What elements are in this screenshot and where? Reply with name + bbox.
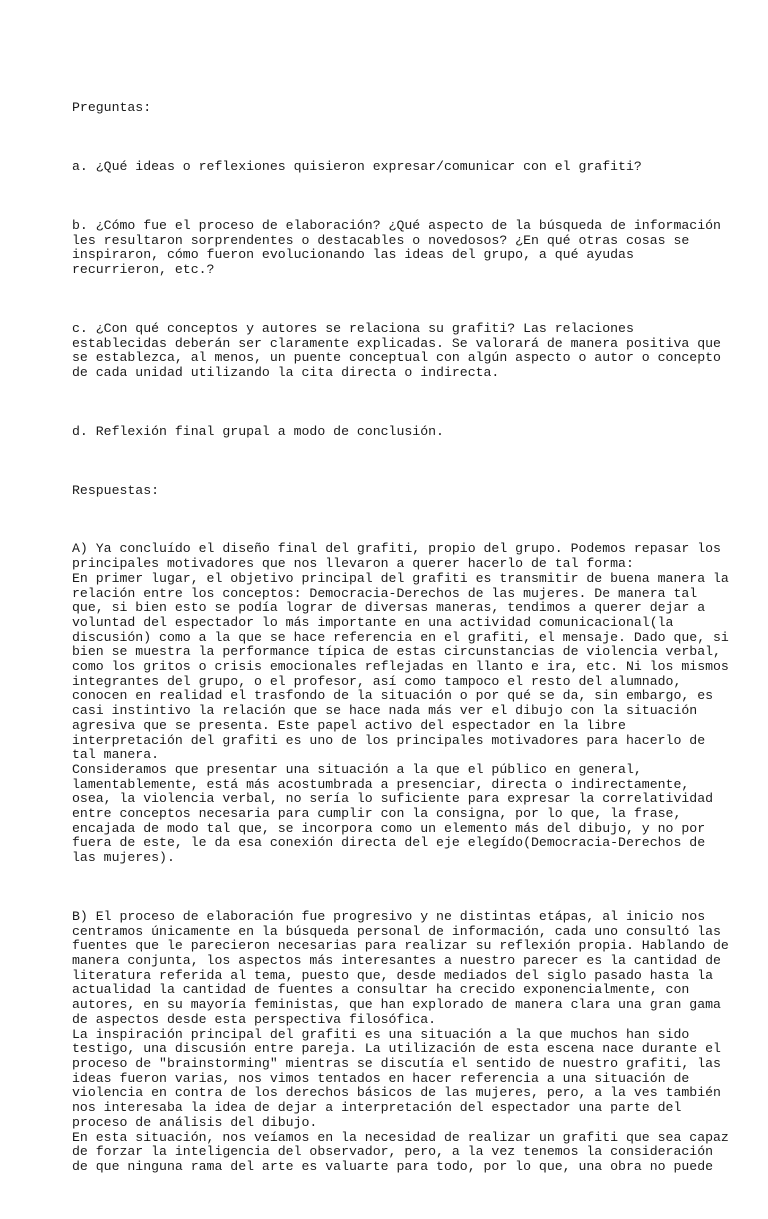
question-c: c. ¿Con qué conceptos y autores se relaciona su grafiti? Las relaciones establecidas deberán ser claramente explicadas. Se valorará de manera positiva que se establezca, al menos, un puente conceptual con algún aspecto o autor o concepto de cada unidad utilizando la cita directa o indirecta. xyxy=(72,320,721,381)
question-d: d. Reflexión final grupal a modo de conclusión. xyxy=(72,423,444,439)
question-b: b. ¿Cómo fue el proceso de elaboración? ¿Qué aspecto de la búsqueda de información les resultaron sorprendentes o destacables o novedosos? ¿En qué otras cosas se inspiraron, cómo fueron evolucionando las ideas del grupo, a qué ayudas recurrieron, etc.? xyxy=(72,218,721,278)
preguntas-heading: Preguntas: xyxy=(72,100,152,116)
respuestas-heading: Respuestas: xyxy=(72,482,160,498)
answer-a: A) Ya concluído el diseño final del grafiti, propio del grupo. Podemos repasar los principales motivadores que nos llevaron a querer hacerlo de tal forma: En primer lugar, el objetivo principal del grafiti es transmitir de buena manera la relación entre los conceptos: Democracia-Derechos de las mujeres. De manera tal que, si bien esto se podía lograr de diversas maneras, tendimos a querer dejar a voluntad del espectador lo más importante en una actividad comunicacional(la discusión) como a la que se hace referencia en el grafiti, el mensaje. Dado que, si bien se muestra la performance típica de estas circunstancias de violencia verbal, como los gritos o crisis emocionales reflejadas en llanto e ira, etc. Ni los mismos integrantes del grupo, o el profesor, así como tampoco el resto del alumnado, conocen en realidad el trasfondo de la situación o por qué se da, sin embargo, es casi instintivo la relación que se hace nada más ver el dibujo con la situación agresiva que se presenta. Este papel activo del espectador en la libre interpretación del grafiti es uno de los principales motivadores para hacerlo de tal manera. Consideramos que presentar una situación a la que el público en general, lamentablemente, está más acostumbrada a presenciar, directa o indirectamente, osea, la violencia verbal, no sería lo suficiente para expresar la correlatividad entre conceptos necesaria para cumplir con la consigna, por lo que, la frase, encajada de modo tal que, se incorpora como un elemento más del dibujo, y no por fuera de este, le da esa conexión directa del eje elegído(Democracia-Derechos de las mujeres). xyxy=(72,541,729,866)
document-body xyxy=(72,72,729,1219)
question-a: a. ¿Qué ideas o reflexiones quisieron expresar/comunicar con el grafiti? xyxy=(72,159,642,175)
answer-b: B) El proceso de elaboración fue progresivo y ne distintas etápas, al inicio nos centramos únicamente en la búsqueda personal de información, cada uno consultó las fuentes que le parecieron necesarias para realizar su reflexión propia. Hablando de manera conjunta, los aspectos más interesantes a nuestro parecer es la cantidad de literatura referida al tema, puesto que, desde mediados del siglo pasado hasta la actualidad la cantidad de fuentes a consultar ha crecido exponencialmente, con autores, en su mayoría feministas, que han explorado de manera clara una gran gama de aspectos desde esta perspectiva filosófica. La inspiración principal del grafiti es una situación a la que muchos han sido testigo, una discusión entre pareja. La utilización de esta escena nace durante el proceso de "brainstorming" mientras se discutía el sentido de nuestro grafiti, las ideas fueron varias, nos vimos tentados en hacer referencia a una situación de violencia en contra de los derechos básicos de las mujeres, pero, a la ves también nos interesaba la idea de dejar a interpretación del espectador una parte del proceso de análisis del dibujo. En esta situación, nos veíamos en la necesidad de realizar un grafiti que sea capaz de forzar la inteligencia del observador, pero, a la vez tenemos la consideración de que ninguna rama del arte es valuarte para todo, por lo que, una obra no puede xyxy=(72,908,729,1174)
